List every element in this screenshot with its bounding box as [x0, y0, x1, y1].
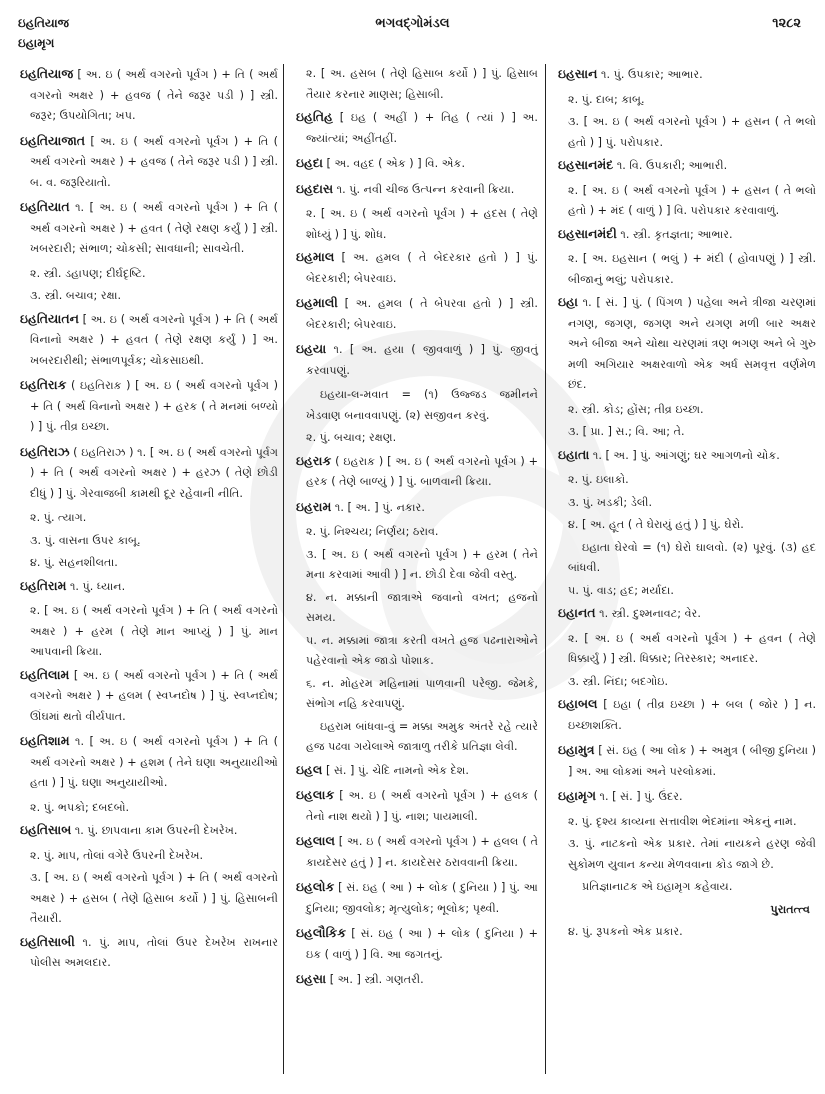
definition-text: ૧. પું. છાપવાના કામ ઉપરની દેખરેખ. — [74, 824, 238, 837]
dictionary-entry — [20, 442, 278, 505]
sense-definition: ૨. [ અ. ઇ ( અર્થ વગરનો પૂર્વગ ) + હસન ( તે ભલો હતો ) + મંદ ( વાળું ) ] વિ. પરોપકાર કરવાવાળું. — [568, 183, 816, 217]
dictionary-columns — [14, 64, 814, 1074]
sense-definition: ૩. [ અ. ઇ ( અર્થ વગરનો પૂર્વગ ) + હસન ( તે ભલો હતો ) ] પું. પરોપકાર. — [568, 115, 816, 149]
sense-definition: ૨. પું. ઇલાકો. — [568, 473, 629, 486]
headword: ઇહતિયાતન — [20, 310, 79, 326]
dictionary-entry — [296, 969, 538, 991]
idiom-phrase: ઇહયા-લ-મવાત = (૧) ઉજ્જડ જમીનને ખેડવાણ બનાવવાપણું. (૨) સજીવન કરવું. — [306, 388, 538, 422]
idiom-phrase: ઇહાતા ઘેરવો = (૧) ઘેરો ઘાલવો. (૨) પૂરવું. (૩) હદ બાંધવી. — [568, 540, 816, 574]
dictionary-entry — [558, 224, 816, 246]
dictionary-entry — [20, 731, 278, 794]
sense-definition: ૪. [ અ. હૂત ( તે ઘેરાયું હતું ) ] પું. ઘેરો. — [568, 518, 744, 531]
dictionary-entry — [296, 923, 538, 965]
headword: ઇહામૃગ — [558, 788, 596, 803]
sense-definition: ૨. સ્ત્રી. કોડ; હોંસ; તીવ્ર ઇચ્છા. — [568, 402, 704, 416]
column-3 — [554, 64, 816, 1074]
headword: ઇહસાન — [558, 66, 598, 81]
sense-definition: ૨. પું. ત્યાગ. — [30, 511, 87, 524]
sense-definition: ૨. સ્ત્રી. ડહાપણ; દીર્ઘદૃષ્ટિ. — [30, 266, 146, 280]
dictionary-entry — [296, 293, 538, 335]
definition-text: [ ઇહ ( અહીં ) + તિહ ( ત્યાં ) ] અ. જ્યાંત્યાં; અહીંતહીં. — [306, 111, 538, 145]
definition-text: [ અ. ] સ્ત્રી. ગણતરી. — [329, 973, 424, 986]
dictionary-entry — [558, 786, 816, 808]
definition-text: [ અ. ઇ ( અર્થ વગરનો પૂર્વગ ) + હલલ ( તે કાયદેસર હતું ) ] ન. કાયદેસર ઠરાવવાની ક્રિયા. — [306, 835, 539, 869]
column-divider — [283, 64, 284, 1074]
dictionary-entry — [296, 497, 538, 519]
sense-definition: ૪. પું. સહનશીલતા. — [30, 556, 118, 569]
dictionary-entry — [558, 292, 816, 396]
headword: ઇહદા — [296, 155, 323, 170]
definition-text: [ અ. ઇ ( અર્થ વગરનો પૂર્વગ ) + તિ ( અર્થ વગરનો અક્ષર ) + હવજ ( તેને જરૂર પડી ) ] સ્ત્રી. બ. વ. જરૂરિયાતો. — [30, 134, 278, 189]
headword: ઇહાબલ — [558, 696, 598, 711]
dictionary-entry — [20, 576, 278, 598]
headword: ઇહલૌકિક — [296, 925, 347, 940]
dictionary-entry — [20, 665, 278, 728]
sense-definition: ૨. પું. ભપકો; દબદબો. — [30, 800, 130, 814]
sense-definition: ૩. સ્ત્રી. બચાવ; રક્ષા. — [30, 289, 122, 302]
source-citation: પુરાતત્ત્વ — [770, 902, 810, 916]
dictionary-entry — [296, 831, 538, 873]
dictionary-entry — [20, 932, 278, 974]
definition-text: [ સં. ઇહ ( આ લોક ) + અમુત્ર ( બીજી દુનિયા ) ] અ. આ લોકમાં અને પરલોકમાં. — [568, 744, 816, 778]
dictionary-entry — [20, 375, 278, 438]
dictionary-entry — [296, 451, 538, 493]
sense-definition: ૨. [ અ. ઇ ( અર્થ વગરનો પૂર્વગ ) + હદસ ( તેણે શોધ્યું ) ] પું. શોધ. — [306, 207, 538, 241]
dictionary-entry — [558, 694, 816, 736]
definition-text: ૧. [ અ. ] પું. નકાર. — [334, 500, 425, 514]
definition-text: ૧. પું. નવી ચીજ ઉત્પન્ન કરવાની ક્રિયા. — [336, 182, 515, 196]
sense-definition: ૨. પું. માપ, તોલાં વગેરે ઉપરની દેખરેખ. — [30, 848, 204, 862]
sense-definition: ૫. ન. મક્કામાં જાત્રા કરતી વખતે હજ પઢનારાઓને પહેરવાનો એક જાડો પોશાક. — [306, 633, 538, 667]
dictionary-entry — [296, 179, 538, 201]
dictionary-entry — [296, 153, 538, 175]
dictionary-entry — [558, 64, 816, 86]
definition-text: ૧. [ અ. હયા ( જીવવાળું ) ] પું. જીવતું કરવાપણું. — [306, 343, 538, 377]
sense-definition: ૪. ન. મક્કાની જાત્રાએ જવાનો વખત; હજનો સમય. — [306, 590, 538, 624]
dictionary-entry — [558, 740, 816, 782]
definition-text: ૧. [ અ. ઇ ( અર્થ વગરનો પૂર્વગ ) + તિ ( અર્થ વગરનો અક્ષર ) + હશમ ( તેને ઘણા અનુયાયીઓ હતા ) ] પું. ઘણા અનુયાયીઓ. — [30, 735, 278, 789]
page-header — [18, 16, 807, 50]
sense-definition: ૨. [ અ. ઇ ( અર્થ વગરનો પૂર્વગ ) + હવન ( તેણે ધિક્કાર્યું ) ] સ્ત્રી. ધિક્કાર; તિરસ્કાર; અનાદર. — [568, 631, 816, 665]
guide-word-last: ઇહામૃગ — [18, 36, 55, 50]
definition-text: [ અ. ઇ ( અર્થ વગરનો પૂર્વગ ) + તિ ( અર્થ વગરનો અક્ષર ) + હવજ ( તેને જરૂર પડી ) ] સ્ત્રી. જરૂર; ઉપયોગિતા; ખપ. — [30, 68, 279, 122]
definition-text: ૧. [ સં. ] પું. ઉંદર. — [599, 790, 683, 803]
definition-text: ૧. [ અ. ઇ ( અર્થ વગરનો પૂર્વગ ) + તિ ( અર્થ વગરનો અક્ષર ) + હવત ( તેણે રક્ષણ કર્યું ) ] સ્ત્રી. ખબરદારી; સંભાળ; ચોકસી; સાવધાની; સાવચેતી. — [30, 201, 278, 255]
headword: ઇહાનત — [558, 605, 596, 620]
dictionary-entry — [20, 64, 278, 127]
headword: ઇહસાનમંદી — [558, 225, 617, 241]
headword: ઇહસાનમંદ — [558, 157, 614, 172]
definition-text: ૧. [ અ. ] પું. આંગણું; ઘર આગળનો ચોક. — [592, 448, 780, 462]
sense-definition: ૨. પું. નિશ્ચય; નિર્ણય; ઠરાવ. — [306, 525, 439, 538]
headword: ઇહલાલ — [296, 833, 335, 848]
dictionary-entry — [20, 197, 278, 260]
dictionary-entry — [20, 131, 278, 194]
sense-definition: ૩. [ અ. ઇ ( અર્થ વગરનો પૂર્વગ ) + હરમ ( તેને મના કરવામાં આવી ) ] ન. છોડી દેવા જેવી વસ્તુ. — [306, 547, 538, 581]
sense-definition: ૨. [ અ. ઇ ( અર્થ વગરનો પૂર્વગ ) + તિ ( અર્થ વગરનો અક્ષર ) + હરમ ( તેણે માન આપ્યું ) ] પું. માન આપવાની ક્રિયા. — [30, 604, 278, 658]
usage-note: પ્રતિજ્ઞાનાટક એ ઇહામૃગ કહેવાય. — [582, 880, 733, 893]
headword: ઇહસા — [296, 971, 327, 986]
headword: ઇહતિસાબ — [20, 822, 72, 837]
sense-definition: ૨. પું. બચાવ; રક્ષણ. — [306, 431, 397, 444]
definition-text: [ અ. હમલ ( તે બેપરવા હતો ) ] સ્ત્રી. બેદરકારી; બેપરવાઇ. — [306, 297, 538, 331]
sense-definition: ૨. પું. દાબ; કાબૂ. — [568, 92, 645, 106]
headword: ઇહતિરામ — [20, 577, 67, 593]
headword: ઇહમાલી — [296, 295, 338, 310]
headword: ઇહતિયાત — [20, 199, 70, 214]
dictionary-entry — [296, 339, 538, 381]
definition-text: [ ઇહા ( તીવ્ર ઇચ્છા ) + બલ ( જોર ) ] ન. ઇચ્છાશક્તિ. — [568, 698, 816, 732]
sense-definition: ૩. [ અ. ઇ ( અર્થ વગરનો પૂર્વગ ) + તિ ( અર્થ વગરનો અક્ષર ) + હસબ ( તેણે હિસાબ કર્યો ) ] પું. હિસાબની તૈયારી. — [30, 871, 278, 925]
definition-text: [ અ. ઇ ( અર્થ વગરનો પૂર્વગ ) + તિ ( અર્થ વિનાનો અક્ષર ) + હવત ( તેણે રક્ષણ કર્યું ) ] અ. ખબરદારીથી; સંભાળપૂર્વક; ચોકસાઇથી. — [30, 312, 278, 367]
headword: ઇહયા — [296, 341, 327, 356]
definition-text: ( ઇહરાક઼ ) [ અ. ઇ ( અર્થ વગરનો પૂર્વગ ) + હરક ( તેણે બાળ્યું ) ] પું. બાળવાની ક્રિયા. — [306, 454, 538, 488]
sense-definition: ૨. [ અ. ઇહસાન ( ભલું ) + મંદી ( હોવાપણું ) ] સ્ત્રી. બીજાનું ભલું; પરોપકાર. — [568, 252, 816, 286]
headword: ઇહામુત્ર — [558, 742, 595, 757]
headword: ઇહદાસ — [296, 180, 334, 196]
dictionary-entry — [296, 107, 538, 149]
sense-definition: ૩. પું. ખડકી; ડેલી. — [568, 495, 653, 509]
sense-definition: ૩. પું. વાસના ઉપર કાબૂ. — [30, 533, 141, 547]
headword: ઇહતિરાક — [20, 377, 67, 392]
dictionary-entry — [20, 309, 278, 372]
definition-text: [ અ. હમલ ( તે બેદરકાર હતો ) ] પું. બેદરકારી; બેપરવાઇ. — [306, 251, 538, 285]
sense-definition: ૨. પું. દૃશ્ય કાવ્યના સત્તાવીશ ભેદમાંના એકનું નામ. — [568, 814, 797, 828]
page-number: ૧૨૮૨ — [772, 16, 801, 31]
definition-text: ૧. વિ. ઉપકારી; આભારી. — [616, 159, 728, 172]
sense-definition: ૨. [ અ. હસબ ( તેણે હિસાબ કર્યો ) ] પું. હિસાબ તૈયાર કરનાર માણસ; હિસાબી. — [306, 67, 538, 101]
sense-definition: ૪. પું. રૂપકનો એક પ્રકાર. — [568, 925, 683, 938]
sense-definition: ૩. પું. નાટકનો એક પ્રકાર. તેમાં નાયકને હરણ જેવી સુકોમળ યુવાન કન્યા મેળવવાના કોડ જાગે છે. — [568, 837, 816, 871]
headword: ઇહા — [558, 294, 578, 309]
headword: ઇહતિયાજાત — [20, 132, 86, 148]
headword: ઇહતિયાજ — [20, 66, 74, 81]
headword: ઇહાતા — [558, 446, 590, 462]
definition-text: ૧. પું. ધ્યાન. — [69, 579, 126, 593]
column-divider — [545, 64, 546, 1074]
sense-definition: ૬. ન. મોહરમ મહિનામાં પાળવાની પરેજી. જેમકે, સંભોગ નહિ કરવાપણું. — [306, 676, 538, 710]
definition-text: ૧. સ્ત્રી. કૃતજ્ઞતા; આભાર. — [620, 227, 733, 241]
dictionary-entry — [20, 820, 278, 842]
definition-text: ૧. સ્ત્રી. દુશ્મનાવટ; વેર. — [599, 607, 701, 620]
headword: ઇહરામ — [296, 498, 332, 514]
definition-text: ( ઇહતિરાઝ ) ૧. [ અ. ઇ ( અર્થ વગરનો પૂર્વગ ) + તિ ( અર્થ વગરનો અક્ષર ) + હરઝ ( તેણે છોડી દીધું ) ] પું. ગેરવાજબી કામથી દૂર રહેવાની નીતિ. — [30, 445, 278, 500]
definition-text: [ અ. ઇ ( અર્થ વગરનો પૂર્વગ ) + તિ ( અર્થ વગરનો અક્ષર ) + હલમ ( સ્વપ્નદોષ ) ] પું. સ્વપ્નદોષ; ઊંઘમાં થતો વીર્યપાત. — [30, 668, 278, 723]
dictionary-entry — [558, 445, 816, 467]
column-1 — [20, 64, 282, 1074]
headword: ઇહતિરાઝ — [20, 443, 70, 459]
headword: ઇહરાક — [296, 452, 332, 468]
definition-text: ૧. પું. ઉપકાર; આભાર. — [601, 68, 703, 81]
definition-text: [ સં. ] પું. ચેદિ નામનો એક દેશ. — [325, 763, 469, 777]
headword: ઇહતિસાબી — [20, 933, 75, 949]
dictionary-entry — [558, 155, 816, 177]
dictionary-entry — [296, 785, 538, 827]
definition-text: ૧. પું. માપ, તોલાં ઉપર દેખરેખ રાખનાર પોલીસ અમલદાર. — [30, 935, 278, 969]
headword: ઇહતિશામ — [20, 733, 70, 748]
dictionary-entry — [296, 247, 538, 289]
book-title: ભગવદ્ગોમંડલ — [375, 16, 450, 31]
headword: ઇહલોક — [296, 879, 335, 894]
definition-text: [ અ. વહદ ( એક ) ] વિ. એક. — [326, 157, 466, 170]
idiom-phrase: ઇહરામ બાંધવા-વું = મક્કા અમુક અંતરે રહે ત્યારે હજ પઢવા ગયેલાએ જાત્રાળુ તરીકે પ્રતિજ્ઞા લેવી. — [306, 719, 538, 753]
dictionary-entry — [296, 760, 538, 782]
headword: ઇહતિહ — [296, 109, 333, 124]
definition-text: [ સં. ઇહ ( આ ) + લોક ( દુનિયા ) ] પું. આ દુનિયા; જીવલોક; મૃત્યુલોક; ભૂલોક; પૃથ્વી. — [306, 881, 538, 915]
column-2 — [292, 64, 542, 1074]
headword: ઇહતિલામ — [20, 666, 70, 682]
definition-text: [ સં. ઇહ ( આ ) + લોક ( દુનિયા ) + ઇક ( વાળું ) ] વિ. આ જગતનું. — [306, 927, 539, 961]
definition-text: [ અ. ઇ ( અર્થ વગરનો પૂર્વગ ) + હલક ( તેનો નાશ થયો ) ] પું. નાશ; પાયમાલી. — [306, 789, 539, 823]
definition-text: ( ઇહતિરાક઼ ) [ અ. ઇ ( અર્થ વગરનો પૂર્વગ ) + તિ ( અર્થ વિનાનો અક્ષર ) + હરક ( તે મનમાં બળ્યો ) ] પું. તીવ્ર ઇચ્છા. — [30, 379, 278, 433]
dictionary-entry — [558, 603, 816, 625]
headword: ઇહલાક — [296, 787, 335, 802]
definition-text: ૧. [ સં. ] પું. ( પિંગળ ) પહેલા અને ત્રીજા ચરણમાં નગણ, જગણ, જગણ અને યગણ મળી બાર અક્ષર અને બીજા અને ચોથા ચરણમાં ત્રણ ભગણ અને બે ગુરુ મળી અગિયાર અક્ષરવાળો એક અર્ધ સમવૃત્ત વર્ણમેળ છંદ. — [568, 296, 816, 391]
dictionary-entry — [296, 877, 538, 919]
sense-definition: ૩. [ પ્રા. ] સ.; વિ. આ; તે. — [568, 425, 685, 438]
guide-word-first: ઇહતિયાજ — [18, 16, 70, 30]
headword: ઇહમાલ — [296, 249, 335, 264]
sense-definition: ૫. પું. વાડ; હદ; મર્યાદા. — [568, 583, 674, 597]
sense-definition: ૩. સ્ત્રી. નિંદા; બદગોઇ. — [568, 674, 669, 688]
headword: ઇહલ — [296, 761, 323, 777]
